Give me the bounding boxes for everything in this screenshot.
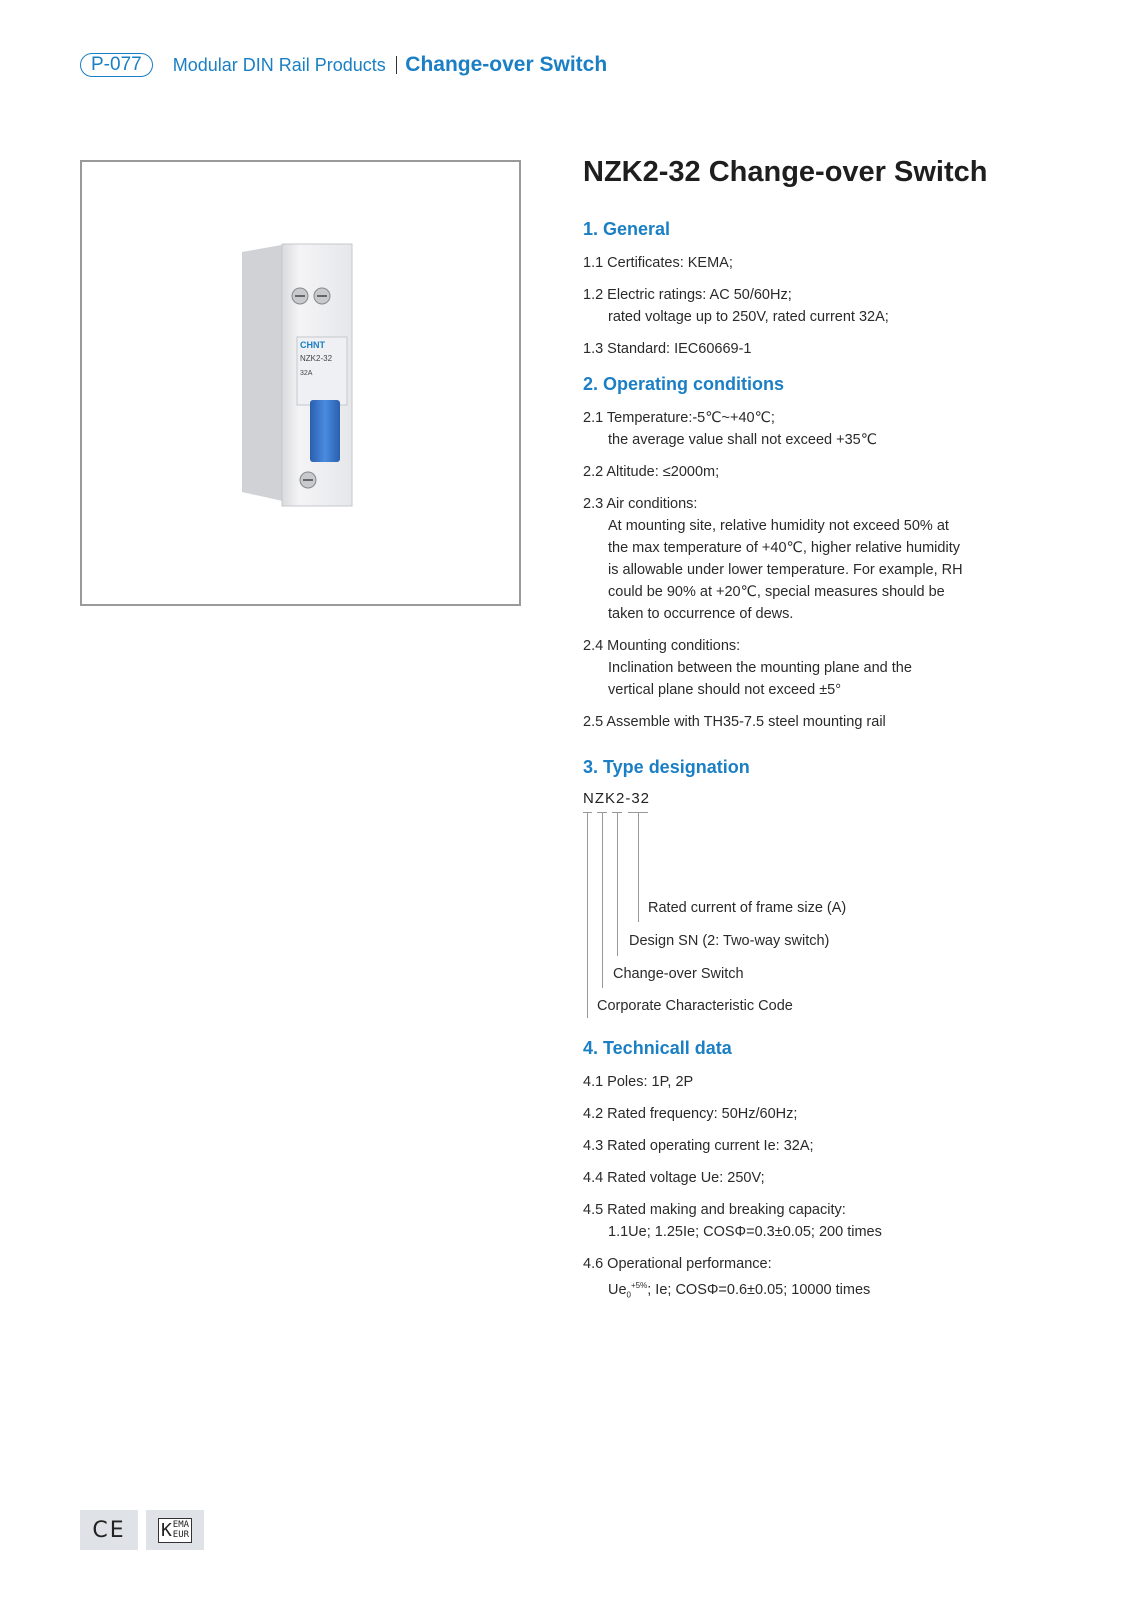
header-divider (396, 56, 398, 74)
svg-text:CHNT: CHNT (300, 340, 325, 350)
designation-model: NZK2-32 (583, 790, 651, 807)
spec-item: 2.1 Temperature:-5℃~+40℃; the average value shall not exceed +35℃ (583, 410, 878, 448)
leader-line (602, 812, 603, 988)
spec-item: 2.5 Assemble with TH35-7.5 steel mounting rail (583, 714, 886, 730)
ce-mark-icon: CE (80, 1510, 138, 1550)
leader-line (587, 812, 588, 1018)
type-designation-diagram (583, 790, 1103, 1020)
spec-item: 1.2 Electric ratings: AC 50/60Hz; rated voltage up to 250V, rated current 32A; (583, 287, 889, 325)
spec-item: 4.2 Rated frequency: 50Hz/60Hz; (583, 1106, 798, 1122)
spec-item: 4.1 Poles: 1P, 2P (583, 1074, 694, 1090)
spec-content (583, 150, 1103, 1321)
certification-logos (80, 1510, 204, 1550)
page-code-badge: P-077 (80, 53, 153, 77)
technical-section (583, 1038, 1103, 1307)
leader-line (617, 812, 618, 956)
label-design-sn: Design SN (2: Two-way switch) (629, 933, 830, 949)
spec-item: 1.3 Standard: IEC60669-1 (583, 341, 752, 357)
label-rated-current: Rated current of frame size (A) (648, 900, 847, 916)
spec-item: 4.6 Operational performance: $Ue_0^{+5\%}$; Ie; COSΦ=0.6±0.05; 10000 times (583, 1256, 871, 1300)
spec-item: 4.4 Rated voltage Ue: 250V; (583, 1170, 765, 1186)
product-photo-frame (80, 160, 521, 606)
spec-item: 4.5 Rated making and breaking capacity: 1.1Ue; 1.25Ie; COSΦ=0.3±0.05; 200 times (583, 1202, 882, 1240)
operating-heading: 2. Operating conditions (583, 374, 785, 394)
spec-item: 4.3 Rated operating current Ie: 32A; (583, 1138, 814, 1154)
label-corporate-code: Corporate Characteristic Code (597, 998, 793, 1014)
svg-text:NZK2-32: NZK2-32 (300, 354, 333, 363)
label-change-over: Change-over Switch (613, 966, 744, 982)
general-heading: 1. General (583, 219, 671, 239)
spec-item: 2.4 Mounting conditions: Inclination between the mounting plane and the vertical plane should not exceed ±5° (583, 638, 912, 698)
general-section (583, 219, 1103, 360)
product-photo (82, 162, 519, 604)
category-label: Modular DIN Rail Products (172, 54, 386, 75)
spec-item: 2.2 Altitude: ≤2000m; (583, 464, 720, 480)
page-header (80, 50, 607, 80)
technical-heading: 4. Technicall data (583, 1038, 732, 1058)
switch-lever (310, 400, 340, 462)
designation-heading: 3. Type designation (583, 757, 750, 777)
operating-section (583, 374, 1103, 733)
leader-line (638, 812, 639, 922)
spec-item: 1.1 Certificates: KEMA; (583, 255, 733, 271)
section-name: Change-over Switch (405, 53, 608, 76)
svg-text:32A: 32A (300, 370, 313, 377)
kema-mark-icon: K EMA EUR (146, 1510, 204, 1550)
spec-item: 2.3 Air conditions: At mounting site, relative humidity not exceed 50% at the max temperature of +40℃, higher relative humidity is allowable under lower temperature. For example, RH could be 90% at +20℃, special measures should be taken to occurrence of dews. (583, 496, 963, 622)
page-title: NZK2-32 Change-over Switch (583, 156, 988, 188)
